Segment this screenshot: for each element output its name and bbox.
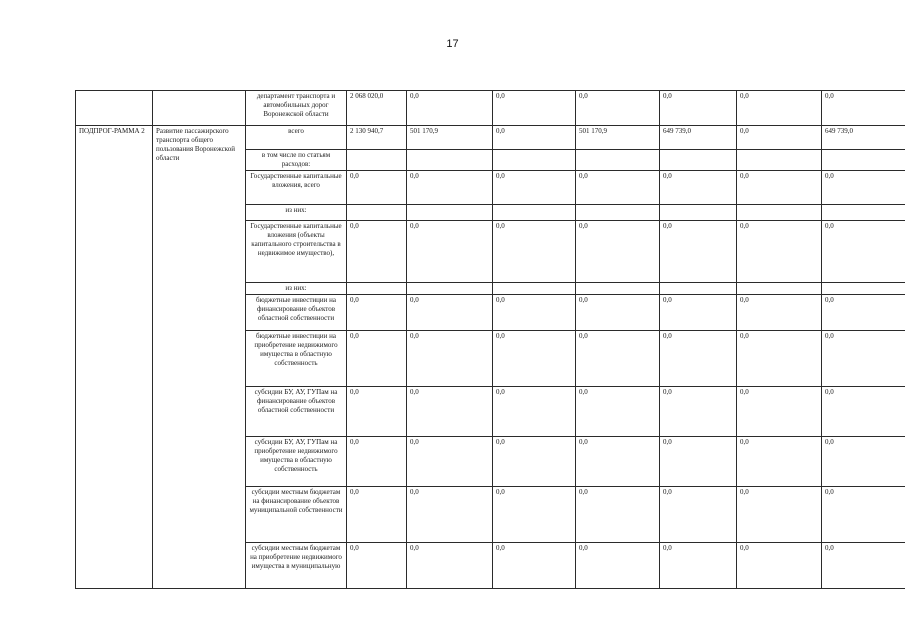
value-cell: 2 068 020,0: [347, 91, 407, 126]
value-cell: 0,0: [576, 437, 660, 487]
value-cell: 0,0: [493, 487, 576, 543]
value-cell: 0,0: [660, 543, 737, 589]
value-cell: 0,0: [822, 295, 905, 331]
expense-label-cell: Государственные капитальные вложения, всего: [246, 171, 347, 205]
value-cell: 649 739,0: [822, 126, 905, 150]
value-cell: 2 130 940,7: [347, 126, 407, 150]
expense-label-cell: из них:: [246, 205, 347, 221]
value-cell: [347, 150, 407, 171]
value-cell: [493, 205, 576, 221]
value-cell: 501 170,9: [407, 126, 493, 150]
value-cell: 0,0: [737, 295, 822, 331]
value-cell: 0,0: [660, 437, 737, 487]
value-cell: 0,0: [493, 543, 576, 589]
value-cell: 0,0: [407, 487, 493, 543]
value-cell: 0,0: [347, 437, 407, 487]
value-cell: 0,0: [347, 221, 407, 283]
value-cell: [737, 283, 822, 295]
value-cell: 501 170,9: [576, 126, 660, 150]
value-cell: 0,0: [737, 543, 822, 589]
value-cell: [660, 283, 737, 295]
value-cell: [347, 205, 407, 221]
program-code-cell: [76, 91, 153, 126]
value-cell: [407, 205, 493, 221]
value-cell: 0,0: [660, 295, 737, 331]
value-cell: 0,0: [407, 331, 493, 387]
value-cell: 0,0: [347, 171, 407, 205]
expense-label-cell: субсидии БУ, АУ, ГУПам на финансирование объектов областной собственности: [246, 387, 347, 437]
value-cell: [660, 205, 737, 221]
value-cell: 0,0: [660, 221, 737, 283]
value-cell: 0,0: [493, 295, 576, 331]
value-cell: [347, 283, 407, 295]
value-cell: 0,0: [407, 543, 493, 589]
value-cell: [822, 283, 905, 295]
value-cell: 0,0: [737, 331, 822, 387]
value-cell: [737, 205, 822, 221]
value-cell: 0,0: [576, 295, 660, 331]
program-code-cell: ПОДПРОГ-РАММА 2: [76, 126, 153, 589]
value-cell: 0,0: [493, 91, 576, 126]
value-cell: [576, 283, 660, 295]
value-cell: 0,0: [822, 487, 905, 543]
value-cell: [576, 205, 660, 221]
value-cell: [407, 150, 493, 171]
value-cell: 649 739,0: [660, 126, 737, 150]
expense-label-cell: департамент транспорта и автомобильных дорог Воронежской области: [246, 91, 347, 126]
value-cell: 0,0: [822, 331, 905, 387]
value-cell: 0,0: [737, 487, 822, 543]
value-cell: 0,0: [347, 543, 407, 589]
value-cell: 0,0: [737, 221, 822, 283]
value-cell: 0,0: [660, 331, 737, 387]
value-cell: 0,0: [822, 91, 905, 126]
value-cell: 0,0: [660, 171, 737, 205]
table-row: [76, 126, 905, 150]
value-cell: 0,0: [822, 171, 905, 205]
value-cell: [660, 150, 737, 171]
value-cell: 0,0: [737, 126, 822, 150]
table-row: [76, 91, 905, 126]
value-cell: 0,0: [407, 221, 493, 283]
value-cell: 0,0: [737, 171, 822, 205]
value-cell: 0,0: [407, 171, 493, 205]
value-cell: 0,0: [822, 387, 905, 437]
value-cell: 0,0: [576, 487, 660, 543]
value-cell: 0,0: [347, 331, 407, 387]
expense-label-cell: в том числе по статьям расходов:: [246, 150, 347, 171]
value-cell: 0,0: [493, 126, 576, 150]
value-cell: [576, 150, 660, 171]
value-cell: 0,0: [347, 295, 407, 331]
value-cell: 0,0: [347, 487, 407, 543]
value-cell: 0,0: [493, 171, 576, 205]
value-cell: 0,0: [660, 387, 737, 437]
expense-label-cell: бюджетные инвестиции на финансирование объектов областной собственности: [246, 295, 347, 331]
value-cell: [822, 150, 905, 171]
value-cell: 0,0: [660, 487, 737, 543]
value-cell: 0,0: [737, 387, 822, 437]
value-cell: 0,0: [737, 91, 822, 126]
program-name-cell: [153, 91, 246, 126]
value-cell: 0,0: [660, 91, 737, 126]
value-cell: 0,0: [407, 91, 493, 126]
value-cell: 0,0: [576, 171, 660, 205]
value-cell: 0,0: [347, 387, 407, 437]
value-cell: [407, 283, 493, 295]
value-cell: [737, 150, 822, 171]
value-cell: [493, 150, 576, 171]
value-cell: 0,0: [493, 437, 576, 487]
value-cell: 0,0: [493, 331, 576, 387]
value-cell: 0,0: [407, 387, 493, 437]
value-cell: [822, 205, 905, 221]
budget-table: [75, 90, 905, 589]
expense-label-cell: бюджетные инвестиции на приобретение недвижимого имущества в областную собственность: [246, 331, 347, 387]
page-number: 17: [446, 38, 459, 50]
expense-label-cell: субсидии местным бюджетам на финансирование объектов муниципальной собственности: [246, 487, 347, 543]
value-cell: 0,0: [493, 387, 576, 437]
value-cell: [493, 283, 576, 295]
expense-label-cell: всего: [246, 126, 347, 150]
value-cell: 0,0: [822, 221, 905, 283]
value-cell: 0,0: [737, 437, 822, 487]
value-cell: 0,0: [576, 221, 660, 283]
value-cell: 0,0: [576, 543, 660, 589]
value-cell: 0,0: [407, 295, 493, 331]
value-cell: 0,0: [407, 437, 493, 487]
value-cell: 0,0: [576, 91, 660, 126]
program-name-cell: Развитие пассажирского транспорта общего пользования Воронежской области: [153, 126, 246, 589]
expense-label-cell: из них:: [246, 283, 347, 295]
value-cell: 0,0: [493, 221, 576, 283]
expense-label-cell: Государственные капитальные вложения (объекты капитального строительства в недвижимое имущество),: [246, 221, 347, 283]
expense-label-cell: субсидии местным бюджетам на приобретение недвижимого имущества в муниципальную: [246, 543, 347, 589]
expense-label-cell: субсидии БУ, АУ, ГУПам на приобретение недвижимого имущества в областную собственность: [246, 437, 347, 487]
value-cell: 0,0: [822, 543, 905, 589]
value-cell: 0,0: [822, 437, 905, 487]
value-cell: 0,0: [576, 331, 660, 387]
value-cell: 0,0: [576, 387, 660, 437]
